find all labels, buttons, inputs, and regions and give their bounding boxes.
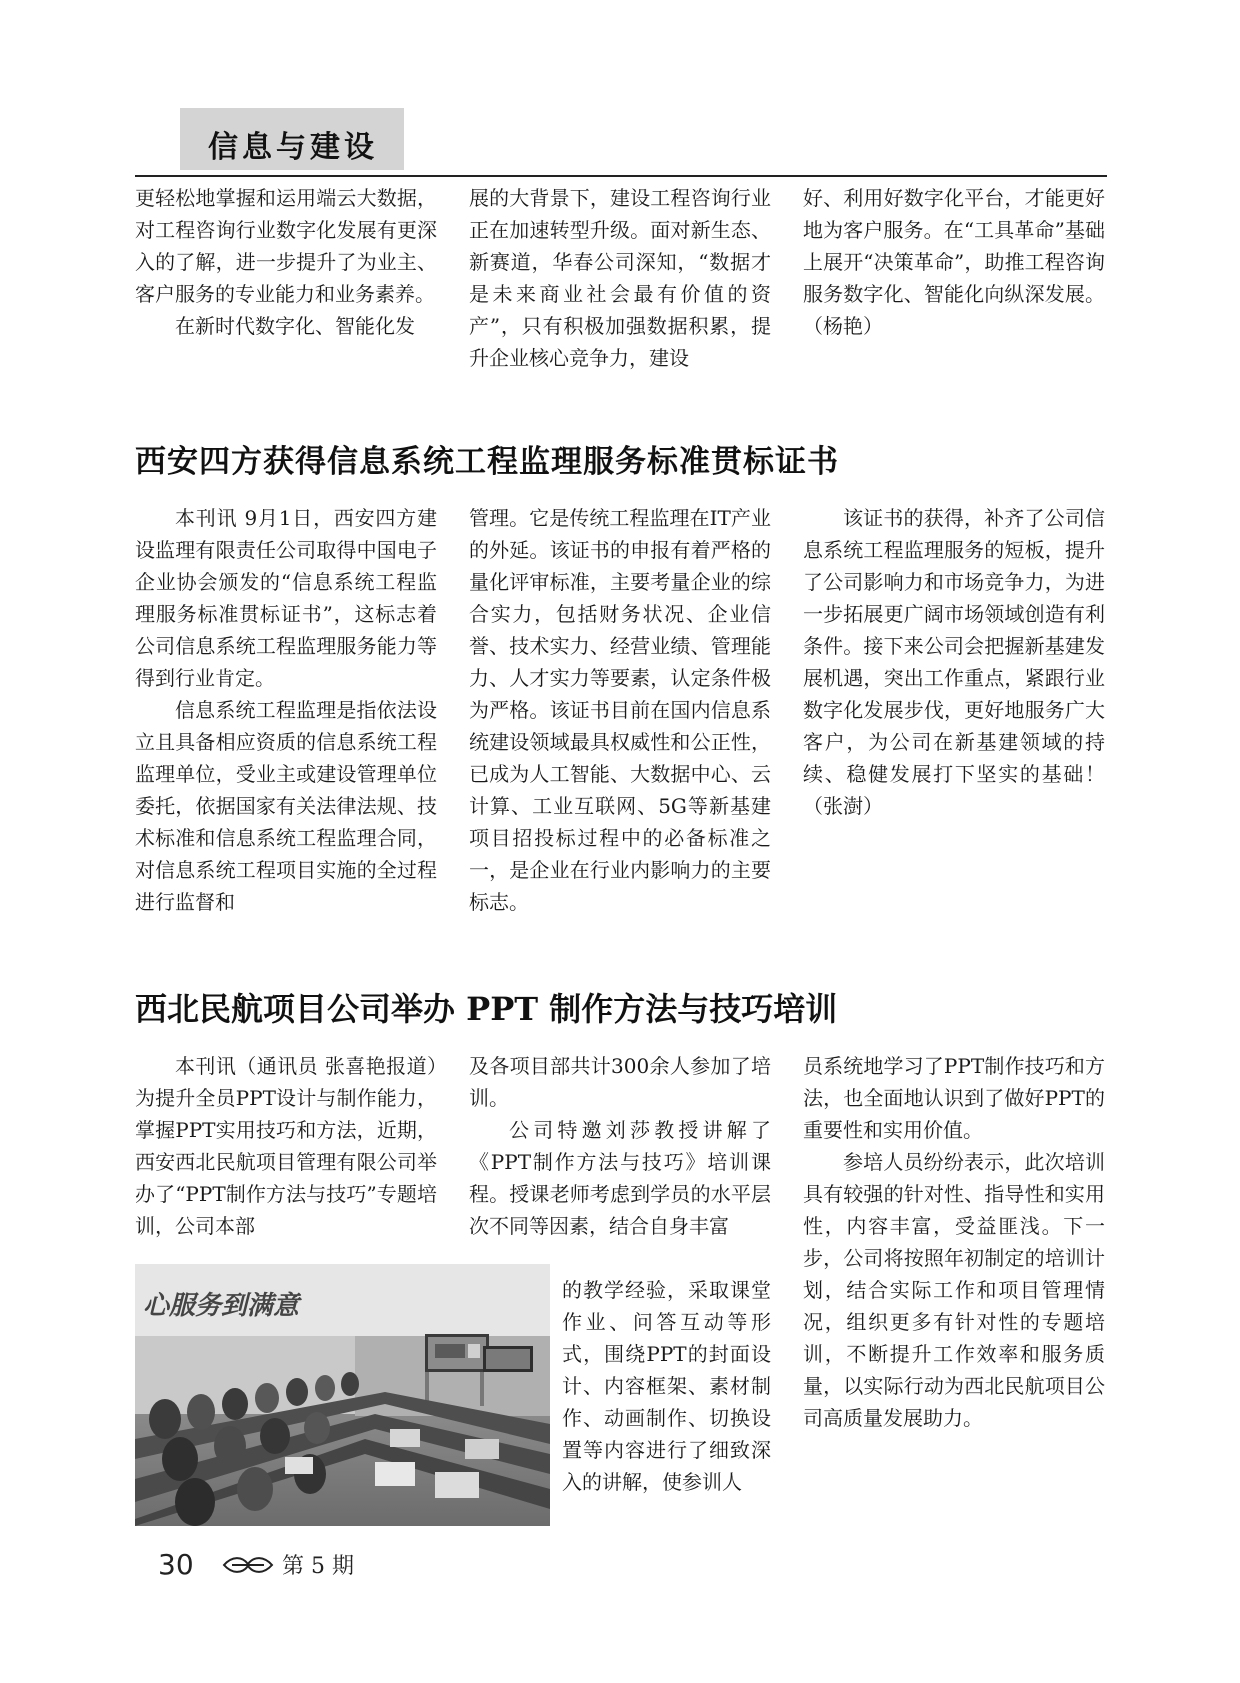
paragraph: 好、利用好数字化平台，才能更好地为客户服务。在“工具革命”基础上展开“决策革命”，助推工程咨询服务数字化、智能化向纵深发展。（杨艳） [803, 186, 1105, 338]
article-2-col-1 [135, 1050, 437, 1242]
paragraph: 公司特邀刘莎教授讲解了《PPT制作方法与技巧》培训课程。授课老师考虑到学员的水平层次不同等因素，结合自身丰富 [469, 1118, 771, 1238]
training-photo [135, 1264, 550, 1526]
training-photo-illustration [135, 1264, 550, 1526]
paragraph: 参培人员纷纷表示，此次培训具有较强的针对性、指导性和实用性，内容丰富，受益匪浅。下一步，公司将按照年初制定的培训计划，结合实际工作和项目管理情况，组织更多有针对性的专题培训，不断提升工作效率和服务质量，以实际行动为西北民航项目公司高质量发展助力。 [803, 1150, 1105, 1430]
article-1-col-3 [803, 502, 1105, 822]
issue-label: 第 5 期 [282, 1554, 354, 1579]
top-col-2 [469, 182, 771, 374]
paragraph: 在新时代数字化、智能化发 [175, 314, 415, 338]
paragraph: 本刊讯（通讯员 张喜艳报道）为提升全员PPT设计与制作能力，掌握PPT实用技巧和方法，近期，西安西北民航项目管理有限公司举办了“PPT制作方法与技巧”专题培训，公司本部 [135, 1054, 437, 1238]
article-1-headline: 西安四方获得信息系统工程监理服务标准贯标证书 [135, 444, 839, 480]
article-2-headline: 西北民航项目公司举办 PPT 制作方法与技巧培训 [135, 990, 838, 1028]
paragraph: 及各项目部共计300余人参加了培训。 [469, 1054, 771, 1110]
paragraph: 信息系统工程监理是指依法设立且具备相应资质的信息系统工程监理单位，受业主或建设管理单位委托，依据国家有关法律法规、技术标准和信息系统工程监理合同，对信息系统工程项目实施的全过程进行监督和 [135, 698, 437, 914]
paragraph: 管理。它是传统工程监理在IT产业的外延。该证书的申报有着严格的量化评审标准，主要考量企业的综合实力，包括财务状况、企业信誉、技术实力、经营业绩、管理能力、人才实力等要素，认定条件极为严格。该证书目前在国内信息系统建设领域最具权威性和公正性，已成为人工智能、大数据中心、云计算、工业互联网、5G等新基建项目招投标过程中的必备标准之一，是企业在行业内影响力的主要标志。 [469, 506, 771, 914]
article-1-col-2 [469, 502, 771, 918]
article-2-col-2b [562, 1274, 771, 1498]
top-col-3 [803, 182, 1105, 342]
article-2-col-2a [469, 1050, 771, 1242]
paragraph: 展的大背景下，建设工程咨询行业正在加速转型升级。面对新生态、新赛道，华春公司深知，“数据才是未来商业社会最有价值的资产”，只有积极加强数据积累，提升企业核心竞争力，建设 [469, 186, 771, 370]
paragraph: 更轻松地掌握和运用端云大数据，对工程咨询行业数字化发展有更深入的了解，进一步提升了为业主、客户服务的专业能力和业务素养。 [135, 186, 437, 306]
section-title: 信息与建设 [208, 130, 378, 165]
paragraph: 该证书的获得，补齐了公司信息系统工程监理服务的短板，提升了公司影响力和市场竞争力，为进一步拓展更广阔市场领域创造有利条件。接下来公司会把握新基建发展机遇，突出工作重点，紧跟行业数字化发展步伐，更好地服务广大客户，为公司在新基建领域的持续、稳健发展打下坚实的基础！（张澍） [803, 506, 1105, 818]
header-rule [135, 175, 1107, 177]
section-tab [180, 108, 404, 170]
paragraph: 本刊讯 9月1日，西安四方建设监理有限责任公司取得中国电子企业协会颁发的“信息系统工程监理服务标准贯标证书”，这标志着公司信息系统工程监理服务能力等得到行业肯定。 [135, 506, 437, 690]
article-2-col-3 [803, 1050, 1105, 1434]
magazine-logo-icon [222, 1554, 274, 1576]
article-1-col-1 [135, 502, 437, 918]
page-number: 30 [158, 1548, 194, 1581]
paragraph: 员系统地学习了PPT制作技巧和方法，也全面地认识到了做好PPT的重要性和实用价值。 [803, 1054, 1105, 1142]
paragraph: 的教学经验，采取课堂作业、问答互动等形式，围绕PPT的封面设计、内容框架、素材制作、动画制作、切换设置等内容进行了细致深入的讲解，使参训人 [562, 1278, 771, 1494]
wall-slogan: 心服务到满意 [143, 1291, 300, 1321]
top-col-1 [135, 182, 437, 342]
